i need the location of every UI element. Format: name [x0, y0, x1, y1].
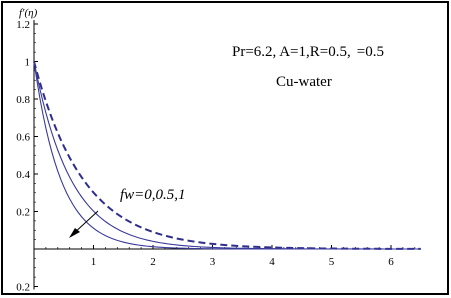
- y-tick-label: 0.4: [16, 169, 30, 181]
- x-tick-label: 4: [269, 256, 275, 268]
- y-axis-label: f′(η): [19, 7, 38, 19]
- fluid-annotation: Cu-water: [276, 74, 332, 90]
- x-tick-label: 3: [209, 256, 216, 268]
- y-tick-label: 0.6: [16, 131, 30, 144]
- params-annotation: Pr=6.2, A=1,R=0.5, =0.5: [232, 44, 384, 60]
- x-tick-label: 6: [388, 256, 394, 268]
- y-tick-label: 0.2: [16, 206, 30, 219]
- x-tick-label: 1: [90, 256, 97, 268]
- x-tick-label: 2: [150, 256, 156, 268]
- y-tick-label: 0.2: [16, 281, 30, 294]
- y-tick-label: 1.2: [16, 19, 30, 31]
- arrow-label: fw=0,0.5,1: [120, 187, 186, 203]
- x-tick-label: 5: [328, 256, 335, 268]
- y-tick-label: 0.8: [16, 94, 30, 106]
- y-tick-label: 1: [24, 56, 30, 69]
